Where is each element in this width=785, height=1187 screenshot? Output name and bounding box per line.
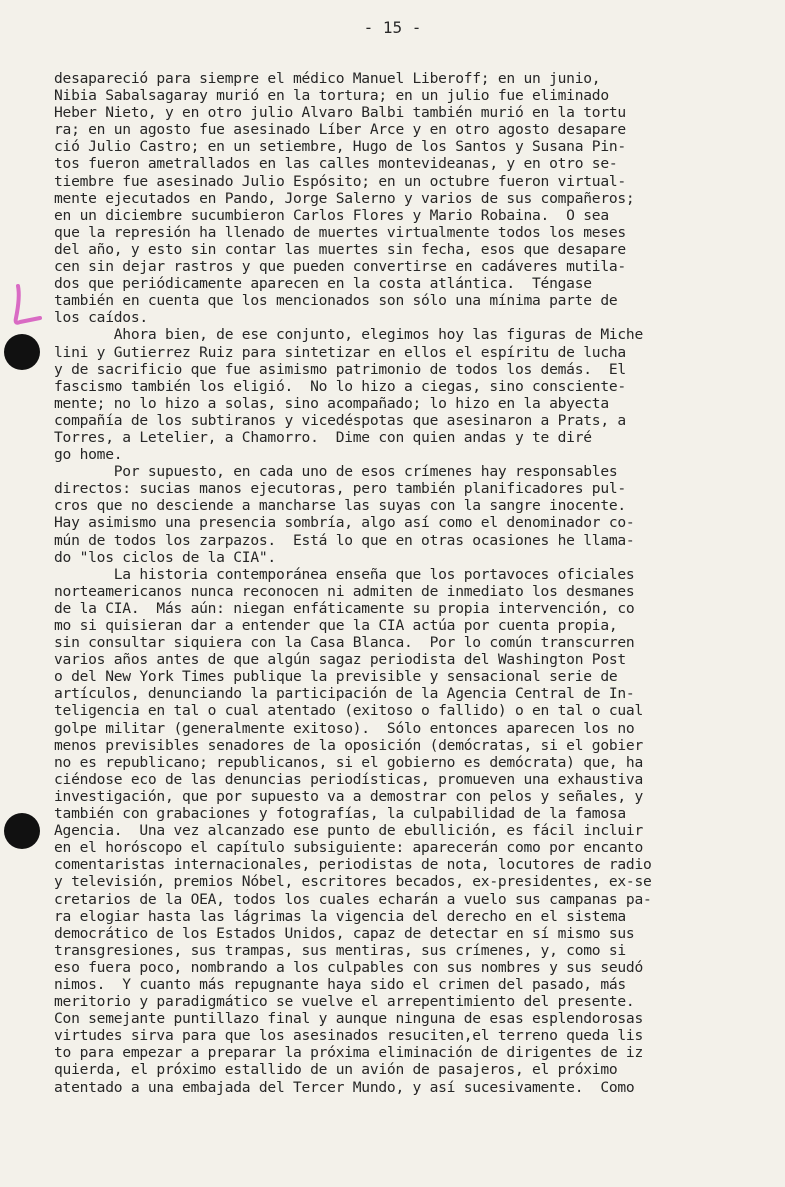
text-line: Por supuesto, en cada uno de esos crímenes hay responsables [54, 463, 618, 481]
text-line: Torres, a Letelier, a Chamorro. Dime con quien andas y te diré [54, 428, 592, 446]
text-line: ra elogiar hasta las lágrimas la vigencia del derecho en el sistema [54, 907, 626, 925]
body-text [54, 70, 754, 1096]
text-line: los caídos. [54, 309, 148, 327]
page-number: - 15 - [363, 18, 422, 37]
text-line: mente; no lo hizo a solas, sino acompañado; lo hizo en la abyecta [54, 394, 609, 412]
text-line: Agencia. Una vez alcanzado ese punto de ebullición, es fácil incluir [54, 822, 643, 840]
text-line: meritorio y paradigmático se vuelve el arrepentimiento del presente. [54, 993, 635, 1011]
text-line: en el horóscopo el capítulo subsiguiente: aparecerán como por encanto [54, 839, 643, 857]
text-line: to para empezar a preparar la próxima eliminación de dirigentes de iz [54, 1044, 643, 1062]
text-line: cros que no desciende a mancharse las suyas con la sangre inocente. [54, 497, 626, 515]
text-line: go home. [54, 446, 123, 464]
text-line: lini y Gutierrez Ruiz para sintetizar en ellos el espíritu de lucha [54, 343, 626, 361]
text-line: Ahora bien, de ese conjunto, elegimos hoy las figuras de Miche [54, 326, 643, 344]
text-line: investigación, que por supuesto va a demostrar con pelos y señales, y [54, 787, 643, 805]
text-line: norteamericanos nunca reconocen ni admiten de inmediato los desmanes [54, 582, 635, 600]
text-line: que la represión ha llenado de muertes virtualmente todos los meses [54, 223, 626, 241]
text-line: mún de todos los zarpazos. Está lo que en otras ocasiones he llama- [54, 531, 635, 549]
text-line: fascismo también los eligió. No lo hizo a ciegas, sino consciente- [54, 377, 626, 395]
text-line: mente ejecutados en Pando, Jorge Salerno y varios de sus compañeros; [54, 189, 635, 207]
text-line: del año, y esto sin contar las muertes sin fecha, esos que desapare [54, 240, 626, 258]
text-line: teligencia en tal o cual atentado (exitoso o fallido) o en tal o cual [54, 702, 643, 720]
text-line: ció Julio Castro; en un setiembre, Hugo de los Santos y Susana Pin- [54, 138, 626, 156]
text-line: no es republicano; republicanos, si el gobierno es demócrata) que, ha [54, 753, 643, 771]
text-line: Con semejante puntillazo final y aunque ninguna de esas esplendorosas [54, 1010, 643, 1028]
text-line: Heber Nieto, y en otro julio Alvaro Balbi también murió en la tortu [54, 104, 626, 122]
text-line: artículos, denunciando la participación de la Agencia Central de In- [54, 685, 635, 703]
text-line: compañía de los subtiranos y vicedéspotas que asesinaron a Prats, a [54, 411, 626, 429]
text-line: ra; en un agosto fue asesinado Líber Arce y en otro agosto desapare [54, 121, 626, 139]
text-line: cen sin dejar rastros y que pueden convertirse en cadáveres mutila- [54, 258, 626, 276]
text-line: quierda, el próximo estallido de un avión de pasajeros, el próximo [54, 1061, 618, 1079]
text-line: do "los ciclos de la CIA". [54, 548, 276, 566]
text-line: también con grabaciones y fotografías, la culpabilidad de la famosa [54, 805, 626, 823]
text-line: nimos. Y cuanto más repugnante haya sido el crimen del pasado, más [54, 975, 626, 993]
text-line: y televisión, premios Nóbel, escritores becados, ex-presidentes, ex-se [54, 873, 652, 891]
text-line: ciéndose eco de las denuncias periodísticas, promueven una exhaustiva [54, 770, 643, 788]
text-line: también en cuenta que los mencionados son sólo una mínima parte de [54, 292, 618, 310]
text-line: mo si quisieran dar a entender que la CIA actúa por cuenta propia, [54, 617, 618, 634]
text-line: o del New York Times publique la previsible y sensacional serie de [54, 668, 618, 686]
text-line: virtudes sirva para que los asesinados resuciten,el terreno queda lis [54, 1027, 643, 1045]
punch-hole-top [4, 334, 40, 370]
text-line: transgresiones, sus trampas, sus mentiras, sus crímenes, y, como si [54, 941, 626, 959]
text-line: varios años antes de que algún sagaz periodista del Washington Post [54, 651, 626, 669]
text-line: menos previsibles senadores de la oposición (demócratas, si el gobier [54, 736, 643, 754]
text-line: desapareció para siempre el médico Manuel Liberoff; en un junio, [54, 70, 601, 87]
text-line: comentaristas internacionales, periodistas de nota, locutores de radio [54, 856, 652, 874]
text-line: en un diciembre sucumbieron Carlos Flores y Mario Robaina. O sea [54, 206, 609, 224]
handwritten-margin-mark [4, 282, 48, 332]
text-line: dos que periódicamente aparecen en la costa atlántica. Téngase [54, 275, 592, 293]
text-line: eso fuera poco, nombrando a los culpables con sus nombres y sus seudó [54, 958, 643, 976]
punch-hole-bottom [4, 813, 40, 849]
text-line: atentado a una embajada del Tercer Mundo, y así sucesivamente. Como [54, 1078, 635, 1096]
text-line: directos: sucias manos ejecutoras, pero también planificadores pul- [54, 480, 626, 498]
text-line: golpe militar (generalmente exitoso). Sólo entonces aparecen los no [54, 719, 635, 737]
text-line: democrático de los Estados Unidos, capaz de detectar en sí mismo sus [54, 924, 635, 942]
text-line: y de sacrificio que fue asimismo patrimonio de todos los demás. El [54, 360, 626, 378]
text-line: tos fueron ametrallados en las calles montevideanas, y en otro se- [54, 155, 618, 173]
text-line: cretarios de la OEA, todos los cuales echarán a vuelo sus campanas pa- [54, 890, 652, 908]
text-line: sin consultar siquiera con la Casa Blanca. Por lo común transcurren [54, 634, 635, 652]
text-line: Hay asimismo una presencia sombría, algo así como el denominador co- [54, 514, 635, 532]
text-line: La historia contemporánea enseña que los portavoces oficiales [54, 565, 635, 583]
text-line: de la CIA. Más aún: niegan enfáticamente su propia intervención, co [54, 599, 635, 617]
text-line: tiembre fue asesinado Julio Espósito; en un octubre fueron virtual- [54, 172, 626, 190]
text-line: Nibia Sabalsagaray murió en la tortura; en un julio fue eliminado [54, 87, 609, 105]
